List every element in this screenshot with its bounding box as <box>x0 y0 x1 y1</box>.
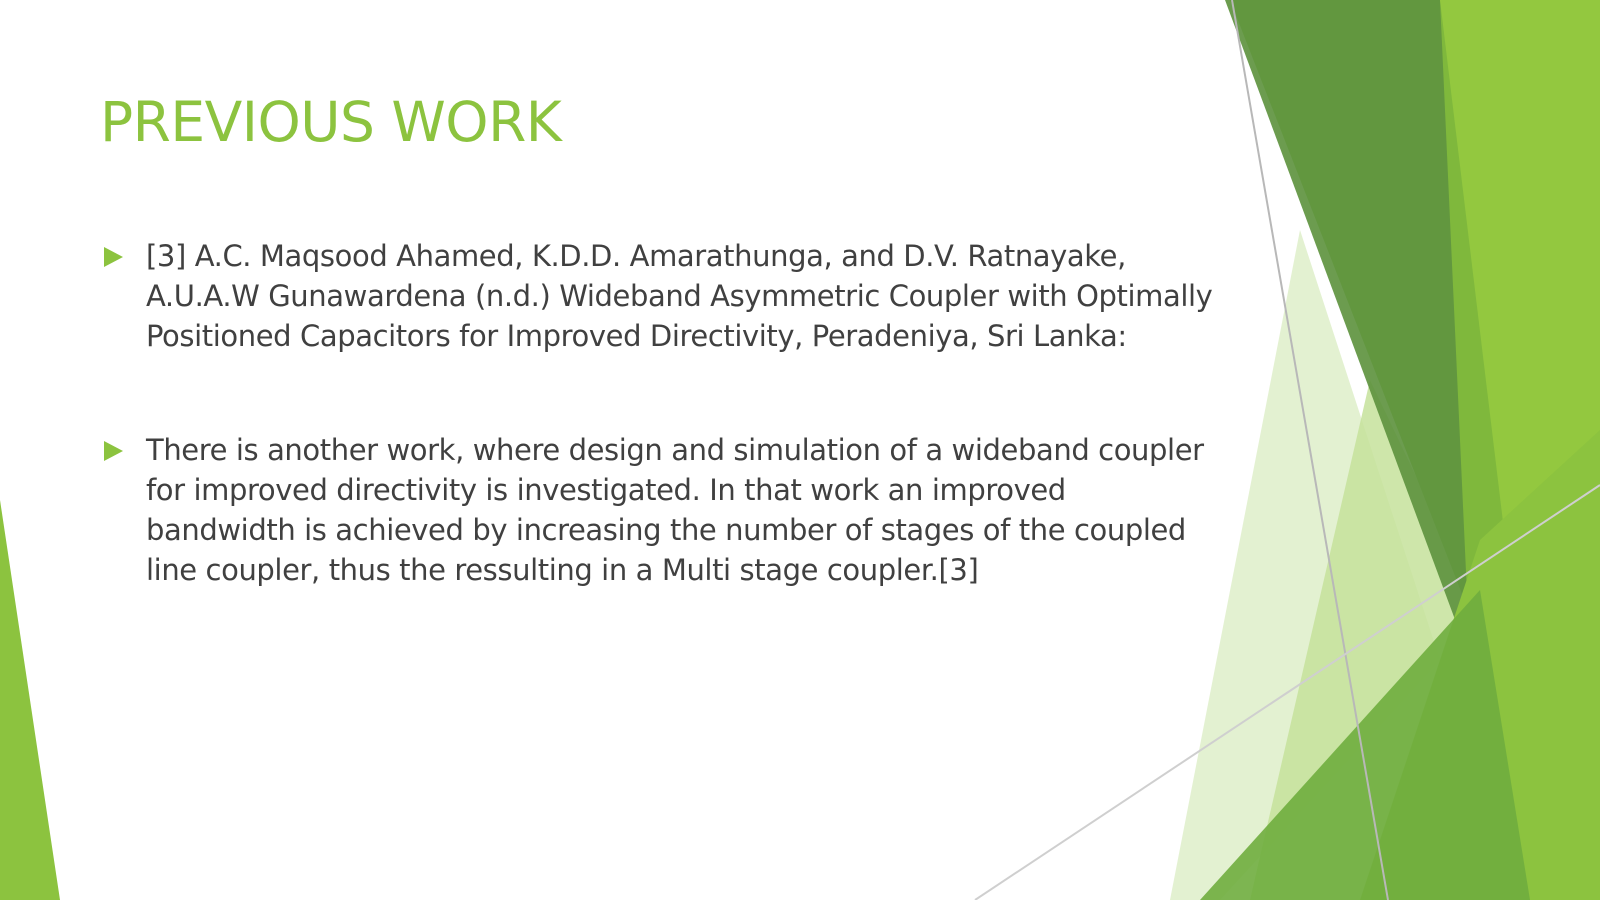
left-green-sliver <box>0 500 60 900</box>
bullet-text: [3] A.C. Maqsood Ahamed, K.D.D. Amarathunga, and D.V. Ratnayake, A.U.A.W Gunawardena (n.d.) Wideband Asymmetric Coupler with Optimally Positioned Capacitors for Improved Directivity, Peradeniya, Sri Lanka: <box>146 239 1213 353</box>
bullet-item-reference <box>104 236 1214 356</box>
bullet-list <box>104 236 1214 590</box>
bullet-arrow-icon <box>104 247 123 267</box>
bullet-item-description <box>104 430 1214 590</box>
slide-title: PREVIOUS WORK <box>100 90 562 154</box>
bullet-arrow-icon <box>104 441 123 461</box>
bullet-text: There is another work, where design and simulation of a wideband coupler for improved directivity is investigated. In that work an improved bandwidth is achieved by increasing the number of stages of the coupled line coupler, thus the ressulting in a Multi stage coupler.[3] <box>146 433 1204 587</box>
